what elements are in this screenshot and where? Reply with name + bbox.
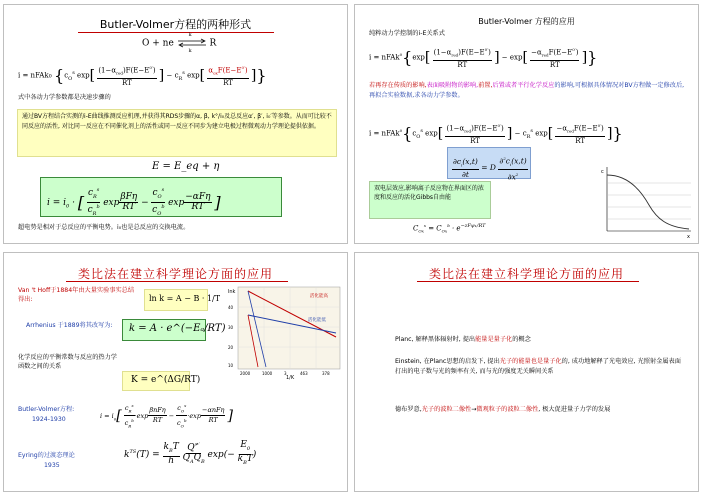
eyring-eq: $k^{TS}(T)$ = $\frac{k_BT}{h}$ $\frac{Q^{\ne'}}{Q_AQ_B}$ exp(− $\frac{E_0}{k_BT}$ ) [124,440,257,466]
slide1-title: Butler-Volmer方程的两种形式 [99,18,252,31]
eyring-label: Eyring的过渡态理论 [18,452,75,459]
x-tick-3: 463 [300,371,308,376]
k-backward-label: k [188,48,192,54]
bv-label: Butler-Volmer方程: [18,406,75,413]
slide2-heading: 纯粹动力学控制的i-E关系式 [369,30,445,37]
y-tick-2: 20 [228,345,234,350]
para-rest: 的影响,可根据具体情况对BV方程做一定修改后,再拟合实验数据,求各动力学参数。 [369,82,685,99]
note-rds-params: 式中各动力学参数都是决速步骤的 [18,94,111,101]
eyring-year: 1935 [44,462,60,469]
planck-highlight: 能量是量子化 [475,336,513,343]
chart-gridlines [607,183,691,219]
reaction-left: O + ne [142,38,174,49]
einstein-tail: 的, 成功地解释了光电效应, 光照射金属表面打出的电子数与光的频率有关, 而与光的强度无关瞬间关系 [395,358,681,375]
eq-surface-concentration: $C_{Ox}^s = C_{Ox}^b \cdot e^{-zF\psi_1/RT}$ [413,223,486,234]
double-layer-text: 双电层效应,影响离子反应物在界面区的浓度和反应的活化Gibbs自由能 [374,185,484,201]
equilibrium-eq-box [122,371,201,391]
eq-pure-kinetics: i = nFAk$^0${exp[ $\frac{(1-\alpha_{red})F(E-E^{0'})}{RT}$ ] − exp[ $\frac{-\alpha_{red}F(E-E^{0'})}{RT}$ ]} [369,47,598,69]
reaction-equation [142,32,217,54]
x-tick-2: 3 [284,371,287,376]
chart-y-label: c [601,169,604,175]
slide3-title: 类比法在建立科学理论方面的应用 [77,267,273,281]
slide4-title: 类比法在建立科学理论方面的应用 [428,267,624,281]
para-mass-transfer: 若再存在传质的影响, [369,82,427,89]
title-underline [78,32,274,33]
bv-eq: $i = i_0$[ $\frac{c_R^s}{c_R^b}$ ·exp $\frac{\text{βnFη}}{RT}$ − $\frac{c_O^s}{c_O^b}$ ·exp $\frac{\text{−αnFη}}{RT}$ ] [100,403,233,429]
slide-analogy-quantum [354,252,699,492]
debroglie-highlight-2: 微观粒子的波粒二像性 [476,406,539,413]
para-adsorption: 表面吸附物的影响, [426,82,479,89]
vant-hoff-eq-box [144,289,221,311]
debroglie-text: 德布罗意, [395,406,422,413]
chart-x-label: x [687,234,690,239]
bv-years: 1924-1930 [32,416,66,423]
para-preceding: 前置, [478,82,493,89]
arrhenius-eq: k = A · e^(−Eₐ/RT) [129,323,226,334]
mechanism-text: 通过BV方程结合实测的i-E曲线推测反应机理,并获得其RDS步骤的α, β, k°/i₀及总反应α′, β′, i₀′等参数。从而可比较不同反应的活性, 对比同一反应在不同催化剂上的活性或同一反应不同步为建立电极过程微观动力学理论提供依据。 [22,113,332,130]
einstein-highlight: 光子的能量也是量子化 [499,358,562,365]
mechanism-box [17,109,337,157]
title-underline [417,281,639,282]
plot-area [238,287,340,369]
slide-bv-application [354,4,699,244]
arrhenius-label: Arrhenius 于1889将其改写为: [26,322,113,329]
right-arrow-icon: → [471,406,477,413]
debroglie-paragraph [395,405,685,415]
y-tick-1: 30 [228,325,234,330]
bv-equation-1: i = nFAk0 {$c_O^s$ exp[ $\frac{(1-\alpha_{red})F(E-E^{0'})}{RT}$ ] − $c_R^s$ exp[ $\frac{\alpha_{ox}F(E-E^{0'})}{RT}$ ]} [18,65,267,87]
equilibrium-eq: K = e^(ΔG/RT) [131,375,201,385]
eq-mass-transfer: $i = nFAk^0\{c_O^s$ exp[ $\frac{(1-\alpha_{red})F(E-E^{0'})}{RT}$ ] − $c_R^s$ exp[ $\frac{-\alpha_{red}F(E-E^{0'})}{RT}$ ]} [369,123,623,145]
x-tick-0: 2000 [240,371,251,376]
vant-hoff-eq: ln k = A − B · 1/T [149,294,221,303]
slide-analogy-method [3,252,348,492]
diffusion-eq-box [447,147,531,182]
einstein-text: Einstein, 在Planc思想的启发下, 提出 [395,358,500,365]
y-tick-0: 40 [228,305,234,310]
y-tick-3: 10 [228,363,234,368]
plot-ylabel: lnk [228,289,236,295]
legend-low: 活化能低 [308,318,326,323]
planck-paragraph [395,335,531,345]
eq-diffusion: $\frac{\partial c_i(x,t)}{\partial t}$ = D $\frac{\partial^2c_i(x,t)}{\partial x^2}$ [453,156,527,182]
arrhenius-plot [226,281,344,381]
note-overpotential: 超电势是相对于总反应的平衡电势。i₀也是总反应的交换电流。 [18,224,190,231]
planck-text: Planc, 解释黑体辐射时, 提出 [395,336,476,343]
concentration-profile-chart [599,163,694,239]
einstein-paragraph [395,357,685,377]
debroglie-highlight-1: 光子的波粒二像性 [421,406,472,413]
equilibrium-arrows-icon [177,32,207,54]
debroglie-tail: , 极大促进量子力学的发展 [538,406,611,413]
arrhenius-eq-box [122,319,226,341]
double-layer-box [369,181,491,219]
modification-paragraph [369,81,687,101]
eq-overpotential: E = E_eq + η [152,161,220,172]
k-forward-label: k [188,32,192,38]
x-tick-1: 1000 [262,371,273,376]
reaction-right: R [209,38,217,49]
x-tick-4: 378 [322,371,330,376]
slide2-title: Butler-Volmer 方程的应用 [478,17,575,26]
legend-high: 活化能高 [310,294,328,299]
vant-hoff-label: Van 't Hoff于1884年由大量实验事实总结得出: [18,287,135,303]
slide-butler-volmer-forms [3,4,348,244]
eq1-prefix: i = nFAk [18,71,49,80]
equilibrium-label: 化学反应的平衡常数与反应的热力学函数之间的关系 [18,354,117,370]
planck-tail: 的概念 [512,336,531,343]
para-following: 后置或者平行化学反应 [492,82,555,89]
bv-overpotential-box [40,177,282,217]
plot-xlabel: 1/K [286,375,295,381]
eq-bv-overpotential: $i = i_0$ · [ $\frac{c_R^s}{c_R^b}$ exp $\frac{\text{βFη}}{RT}$ − $\frac{c_O^s}{c_O^b}$ exp $\frac{\text{−αFη}}{RT}$ ] [47,187,221,217]
